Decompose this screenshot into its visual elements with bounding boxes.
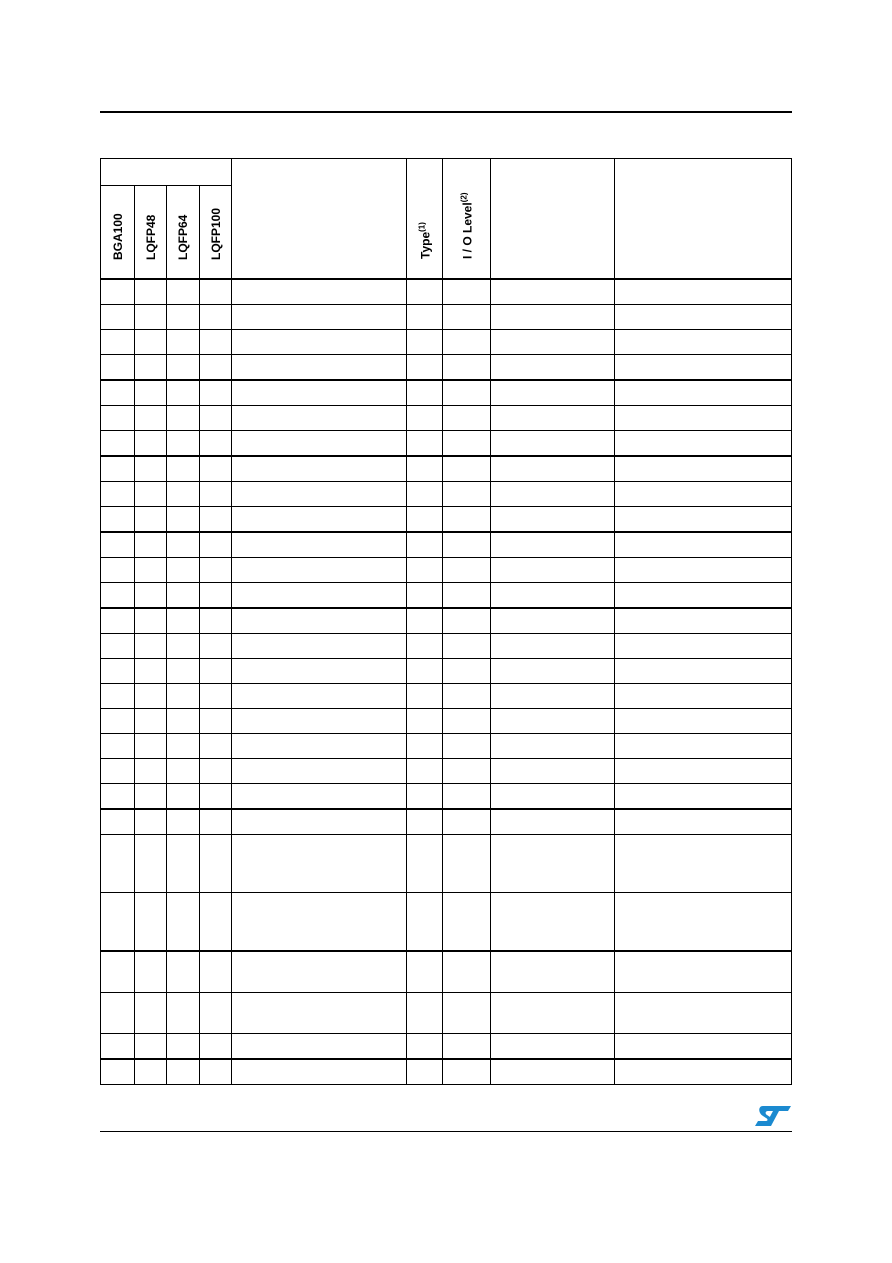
table-row xyxy=(101,784,792,810)
pin-definitions-table xyxy=(100,158,792,1085)
alternate-functions-header xyxy=(615,159,792,280)
table-row xyxy=(101,532,792,558)
st-logo-icon xyxy=(754,1104,792,1128)
pin-rows xyxy=(101,279,792,1085)
table-row xyxy=(101,993,792,1034)
type-header: Type$^{(1)}$ xyxy=(407,159,443,280)
table-row xyxy=(101,305,792,330)
table-row xyxy=(101,634,792,659)
main-function-header xyxy=(491,159,615,280)
table-row xyxy=(101,659,792,684)
col-lqfp100: LQFP100 xyxy=(200,186,232,280)
table-row xyxy=(101,1059,792,1085)
table-row xyxy=(101,734,792,759)
table-row xyxy=(101,684,792,709)
footer-rule xyxy=(100,1131,792,1132)
table-row xyxy=(101,709,792,734)
table-row xyxy=(101,951,792,993)
col-lqfp64: LQFP64 xyxy=(167,186,200,280)
table-row xyxy=(101,406,792,431)
col-lqfp48: LQFP48 xyxy=(135,186,167,280)
col-bga100: BGA100 xyxy=(101,186,135,280)
table-row xyxy=(101,1034,792,1060)
io-level-header: I / O Level$^{(2)}$ xyxy=(443,159,491,280)
table-row xyxy=(101,330,792,355)
pin-name-header xyxy=(232,159,407,280)
table-row xyxy=(101,380,792,406)
table-row xyxy=(101,558,792,583)
table-row xyxy=(101,507,792,533)
table-row xyxy=(101,759,792,784)
table-row xyxy=(101,583,792,609)
table-row xyxy=(101,809,792,835)
table-row xyxy=(101,431,792,457)
pins-group-header xyxy=(101,159,232,186)
table-row xyxy=(101,893,792,952)
table-row xyxy=(101,355,792,381)
table-row xyxy=(101,456,792,482)
table-row xyxy=(101,279,792,305)
table-row xyxy=(101,835,792,893)
table-row xyxy=(101,608,792,634)
header-rule xyxy=(100,111,792,113)
table-row xyxy=(101,482,792,507)
